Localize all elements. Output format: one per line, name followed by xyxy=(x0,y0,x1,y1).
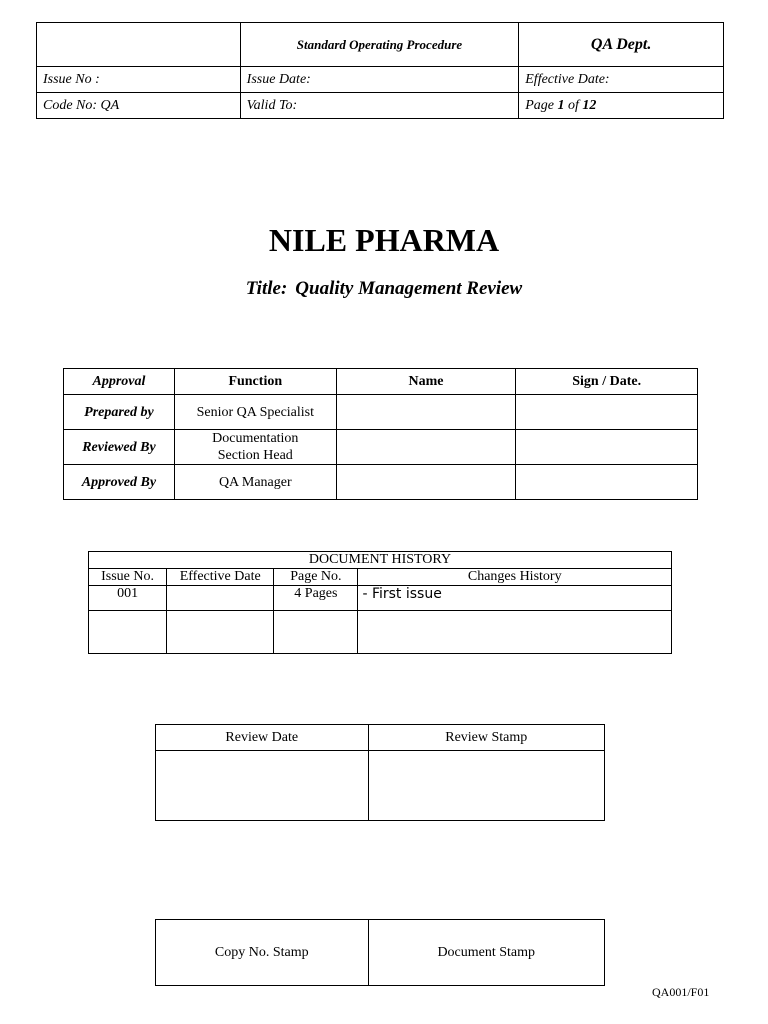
code-no-label: Code No: QA xyxy=(37,93,241,119)
company-name: NILE PHARMA xyxy=(268,222,500,258)
approval-function: QA Manager xyxy=(174,465,336,500)
department-label: QA Dept. xyxy=(519,23,724,67)
history-pages: 4 Pages xyxy=(274,586,358,611)
header-row-3 xyxy=(37,93,724,119)
document-header-table xyxy=(36,22,724,119)
history-empty-cell xyxy=(89,611,167,654)
approval-role: Prepared by xyxy=(64,395,175,430)
title-value: Quality Management Review xyxy=(295,278,523,299)
history-row-empty xyxy=(89,611,672,654)
approval-function: Senior QA Specialist xyxy=(174,395,336,430)
approval-name-cell xyxy=(336,465,516,500)
history-issue: 001 xyxy=(89,586,167,611)
issue-no-label: Issue No : xyxy=(37,67,241,93)
review-header-row xyxy=(156,725,605,751)
sop-label: Standard Operating Procedure xyxy=(240,23,519,67)
copy-no-stamp: Copy No. Stamp xyxy=(156,920,369,986)
review-date-header: Review Date xyxy=(156,725,369,751)
approval-sign-cell xyxy=(516,465,698,500)
approval-header-name: Name xyxy=(336,369,516,395)
approval-name-cell xyxy=(336,395,516,430)
stamp-table xyxy=(155,919,605,986)
history-effective xyxy=(167,586,274,611)
header-row-2 xyxy=(37,67,724,93)
header-row-1 xyxy=(37,23,724,67)
approval-row-reviewed xyxy=(64,430,698,465)
history-row xyxy=(89,586,672,611)
page-of: of xyxy=(568,97,579,113)
page-current: 1 xyxy=(557,97,565,113)
history-header-page: Page No. xyxy=(274,569,358,586)
history-header-effective: Effective Date xyxy=(167,569,274,586)
valid-to-label: Valid To: xyxy=(240,93,519,119)
title-label: Title: xyxy=(245,278,288,299)
approval-role: Approved By xyxy=(64,465,175,500)
review-date-cell xyxy=(156,751,369,821)
page-total: 12 xyxy=(582,97,597,113)
approval-function-line: Section Head xyxy=(217,448,293,463)
approval-table xyxy=(63,368,698,500)
approval-header-sign: Sign / Date. xyxy=(516,369,698,395)
approval-role: Reviewed By xyxy=(64,430,175,465)
history-title-row xyxy=(89,552,672,569)
history-header-changes: Changes History xyxy=(358,569,672,586)
approval-name-cell xyxy=(336,430,516,465)
history-header-row xyxy=(89,569,672,586)
history-empty-cell xyxy=(274,611,358,654)
approval-header-row xyxy=(64,369,698,395)
effective-date-label: Effective Date: xyxy=(519,67,724,93)
approval-header-function: Function xyxy=(174,369,336,395)
approval-function xyxy=(174,430,336,465)
review-body-row xyxy=(156,751,605,821)
approval-header-approval: Approval xyxy=(64,369,175,395)
approval-function-line: Documentation xyxy=(212,431,299,446)
history-title: DOCUMENT HISTORY xyxy=(89,552,672,569)
approval-sign-cell xyxy=(516,430,698,465)
document-stamp: Document Stamp xyxy=(368,920,605,986)
form-code: QA001/F01 xyxy=(652,985,710,999)
page-word: Page xyxy=(525,97,555,113)
review-stamp-cell xyxy=(368,751,604,821)
approval-row-prepared xyxy=(64,395,698,430)
document-history-table xyxy=(88,551,672,654)
logo-cell xyxy=(37,23,241,67)
history-changes: - First issue xyxy=(358,586,672,611)
stamp-row xyxy=(156,920,605,986)
history-header-issue: Issue No. xyxy=(89,569,167,586)
approval-row-approved xyxy=(64,465,698,500)
page-indicator xyxy=(519,93,724,119)
review-stamp-header: Review Stamp xyxy=(368,725,604,751)
history-empty-cell xyxy=(167,611,274,654)
approval-sign-cell xyxy=(516,395,698,430)
issue-date-label: Issue Date: xyxy=(240,67,519,93)
history-empty-cell xyxy=(358,611,672,654)
document-title xyxy=(0,278,768,300)
review-table xyxy=(155,724,605,821)
